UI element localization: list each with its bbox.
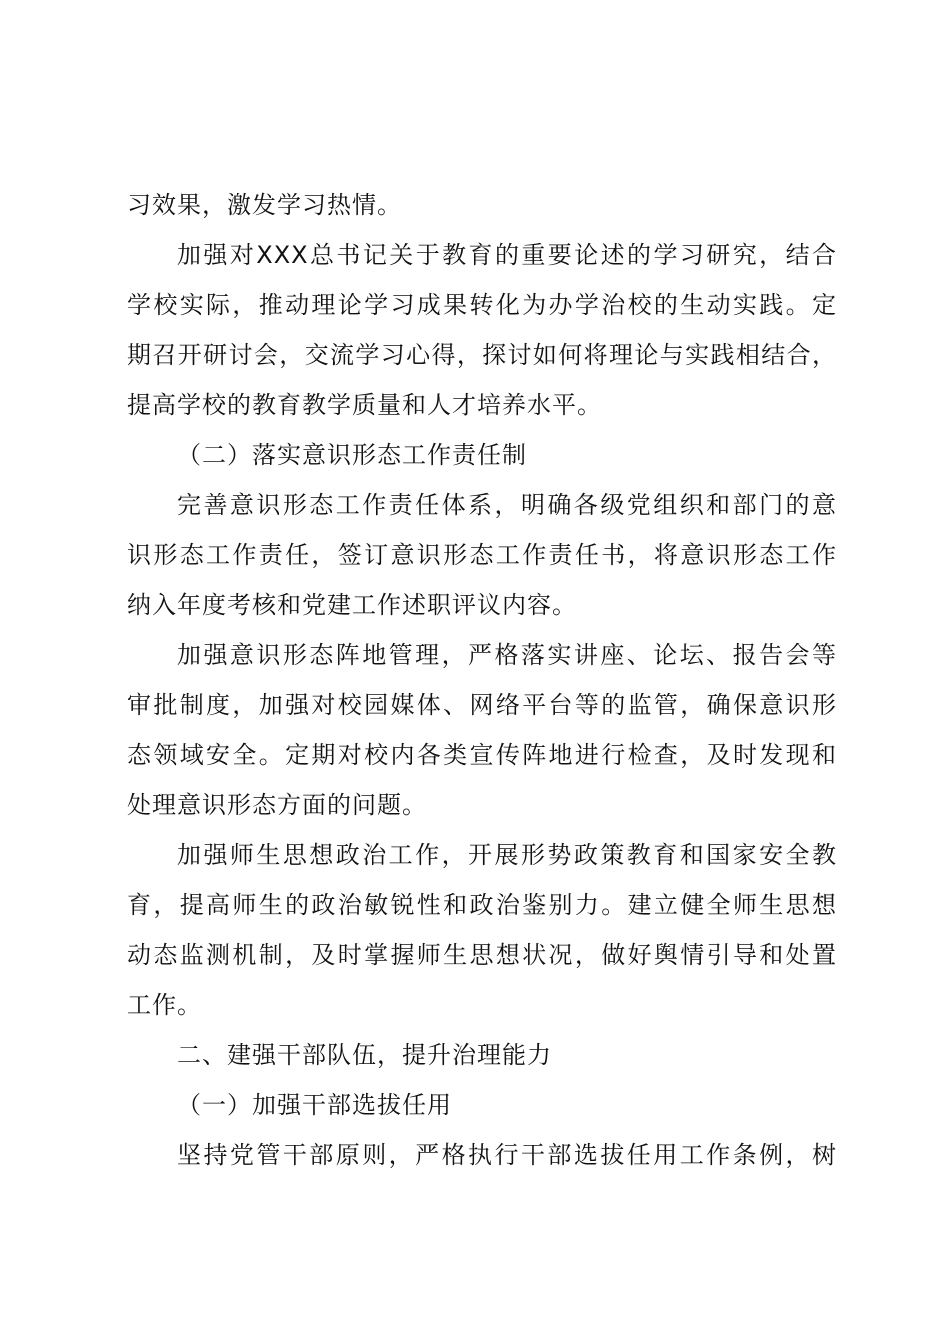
text-line: 完善意识形态工作责任体系，明确各级党组织和部门的意 xyxy=(177,491,837,519)
text-line: 工作。 xyxy=(127,991,202,1019)
text-line: 加强师生思想政治工作，开展形势政策教育和国家安全教 xyxy=(177,841,837,869)
text-line: 加强对XXX总书记关于教育的重要论述的学习研究，结合 xyxy=(177,241,837,269)
text-line: 审批制度，加强对校园媒体、网络平台等的监管，确保意识形 xyxy=(127,691,837,719)
text-line: 学校实际，推动理论学习成果转化为办学治校的生动实践。定 xyxy=(127,291,837,319)
text-line: 纳入年度考核和党建工作述职评议内容。 xyxy=(127,591,577,619)
text-line: 提高学校的教育教学质量和人才培养水平。 xyxy=(127,391,602,419)
text-line: 加强意识形态阵地管理，严格落实讲座、论坛、报告会等 xyxy=(177,641,837,669)
text-line: 期召开研讨会，交流学习心得，探讨如何将理论与实践相结合， xyxy=(127,341,837,369)
text-line: 习效果，激发学习热情。 xyxy=(127,191,402,219)
section-heading: （一）加强干部选拔任用 xyxy=(177,1091,452,1119)
chapter-heading: 二、建强干部队伍，提升治理能力 xyxy=(177,1041,552,1069)
text-line: 识形态工作责任，签订意识形态工作责任书，将意识形态工作 xyxy=(127,541,837,569)
text-line: 坚持党管干部原则，严格执行干部选拔任用工作条例，树 xyxy=(177,1141,837,1169)
text-line: 育，提高师生的政治敏锐性和政治鉴别力。建立健全师生思想 xyxy=(127,891,837,919)
text-line: 态领域安全。定期对校内各类宣传阵地进行检查，及时发现和 xyxy=(127,741,837,769)
section-heading: （二）落实意识形态工作责任制 xyxy=(177,441,527,469)
text-line: 动态监测机制，及时掌握师生思想状况，做好舆情引导和处置 xyxy=(127,941,837,969)
text-line: 处理意识形态方面的问题。 xyxy=(127,791,427,819)
